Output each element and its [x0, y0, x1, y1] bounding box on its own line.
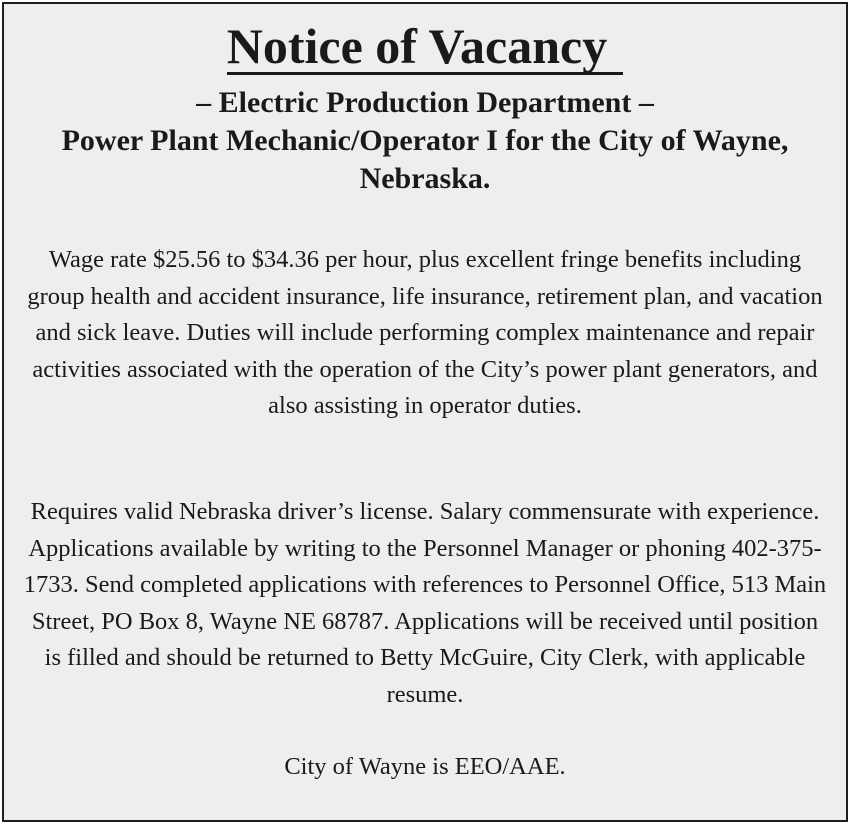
requirements-paragraph: Requires valid Nebraska driver’s license. Salary commensurate with experience. Applications available by writing to the Personnel Manager or phoning 402-375-1733. Send completed applications with references to Personnel Office, 513 Main Street, PO Box 8, Wayne NE 68787. Applications will be received until position is filled and should be returned to Betty McGuire, City Clerk, with applicable resume. — [23, 498, 827, 708]
notice-title: Notice of Vacancy — [227, 20, 624, 75]
notice-title-row — [4, 18, 846, 75]
eeo-statement: City of Wayne is EEO/AAE. — [284, 753, 566, 780]
wage-benefits-paragraph: Wage rate $25.56 to $34.36 per hour, plus excellent fringe benefits including group health and accident insurance, life insurance, retirement plan, and vacation and sick leave. Duties will include performing complex maintenance and repair activities associated with the operation of the City’s power plant generators, and also assisting in operator duties. — [27, 246, 823, 419]
position-heading: Power Plant Mechanic/Operator I for the City of Wayne, Nebraska. — [61, 124, 789, 195]
vacancy-notice — [2, 2, 848, 822]
department-subtitle: – Electric Production Department – — [196, 86, 654, 119]
